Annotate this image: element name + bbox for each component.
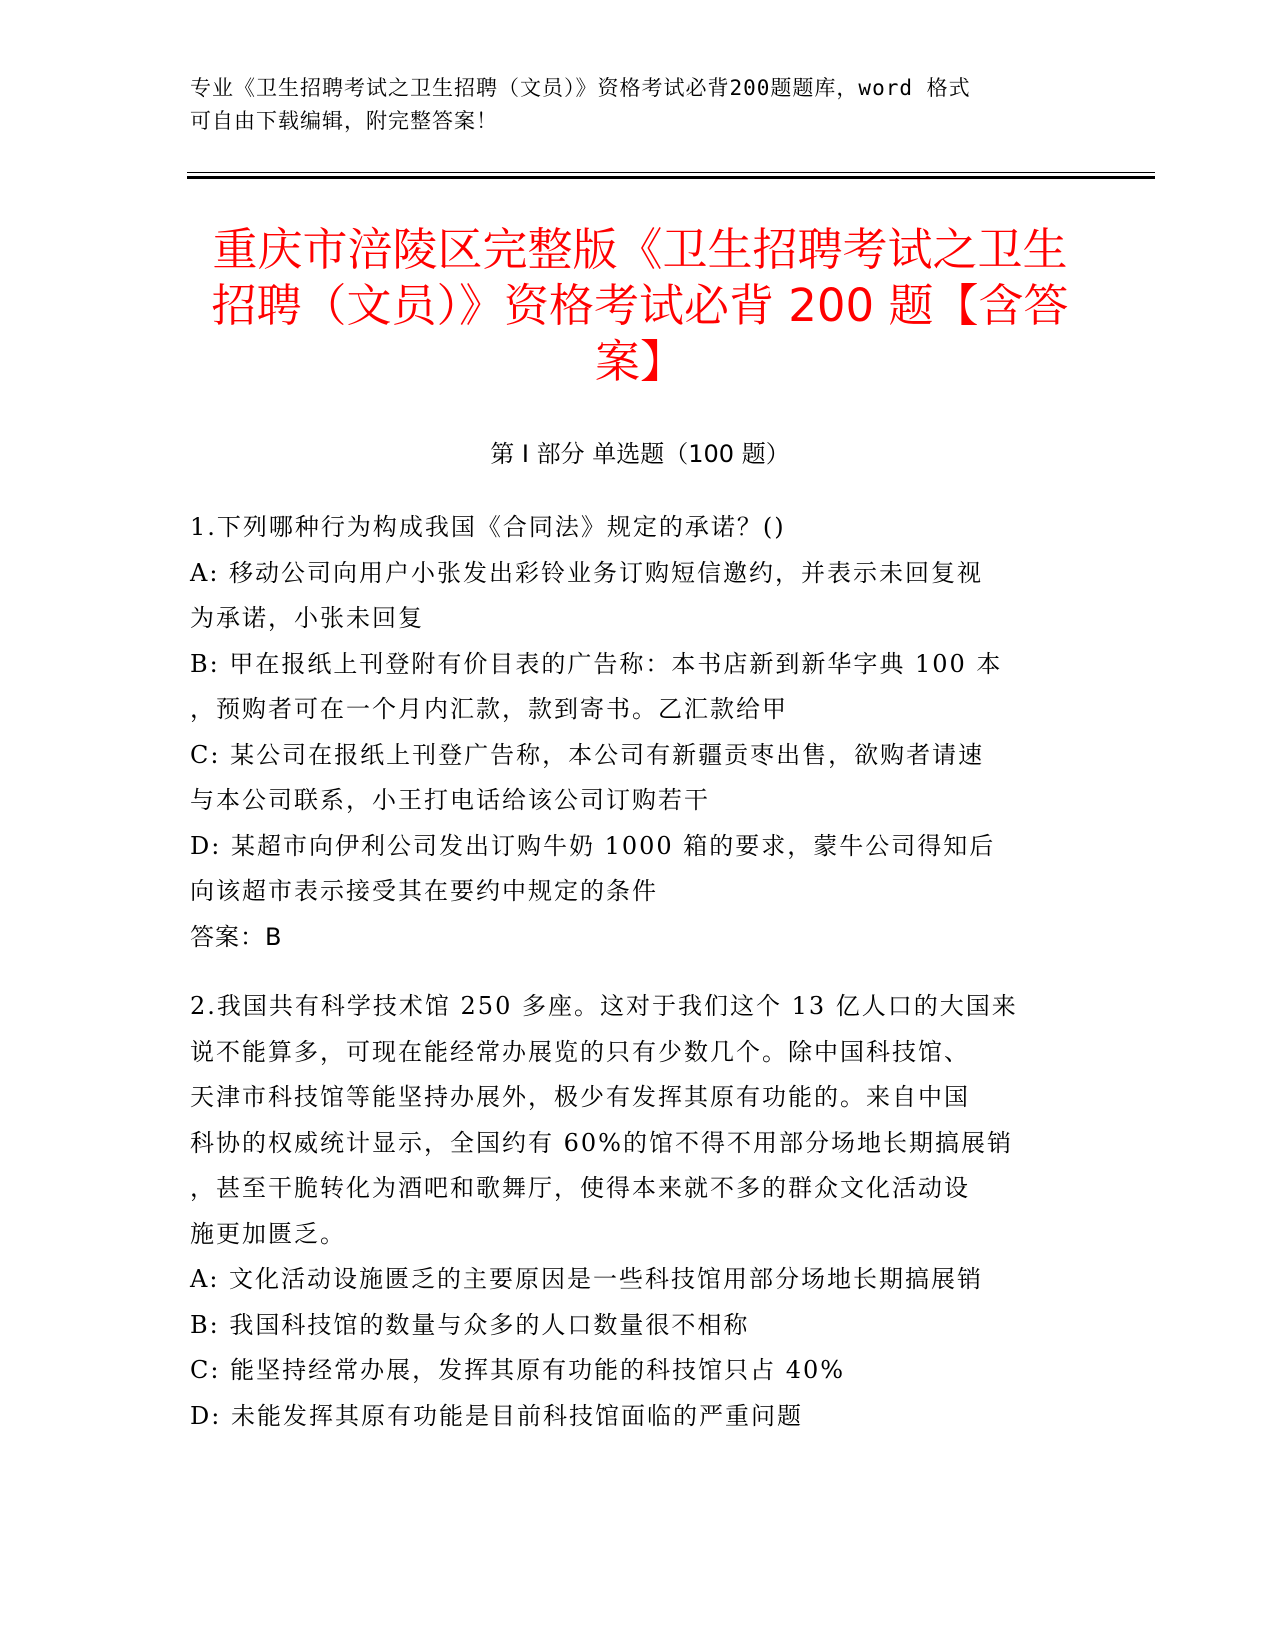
header-note-line-1: 专业《卫生招聘考试之卫生招聘（文员）》资格考试必背200题题库，word 格式: [190, 76, 971, 100]
header-note: [190, 72, 1090, 138]
option-d-line-2: 向该超市表示接受其在要约中规定的条件: [190, 877, 658, 905]
option-d-line-1: D: 未能发挥其原有功能是目前科技馆面临的严重问题: [190, 1401, 803, 1430]
title-line-3: 案】: [594, 335, 685, 388]
option-b-line-1: B: 我国科技馆的数量与众多的人口数量很不相称: [190, 1310, 750, 1339]
answer-text: 答案：B: [190, 922, 283, 951]
question-text-line: 科协的权威统计显示，全国约有 60%的馆不得不用部分场地长期搞展销: [190, 1128, 1013, 1157]
header-rule-thin: [187, 172, 1155, 173]
option-d-line-1: D: 某超市向伊利公司发出订购牛奶 1000 箱的要求，蒙牛公司得知后: [190, 831, 996, 860]
option-a-line-1: A: 移动公司向用户小张发出彩铃业务订购短信邀约，并表示未回复视: [190, 558, 984, 587]
option-c-line-1: C: 能坚持经常办展，发挥其原有功能的科技馆只占 40%: [190, 1356, 846, 1384]
title-line-1: 重庆市涪陵区完整版《卫生招聘考试之卫生: [212, 223, 1068, 276]
header-rule-thick: [187, 176, 1155, 179]
option-c-line-1: C: 某公司在报纸上刊登广告称，本公司有新疆贡枣出售，欲购者请速: [190, 740, 985, 769]
option-b-line-1: B: 甲在报纸上刊登附有价目表的广告称：本书店新到新华字典 100 本: [190, 649, 1003, 678]
question-text-line: 1.下列哪种行为构成我国《合同法》规定的承诺？(): [190, 513, 786, 541]
option-c-line-2: 与本公司联系，小王打电话给该公司订购若干: [190, 786, 710, 814]
title-line-2: 招聘（文员）》资格考试必背 200 题【含答: [211, 279, 1069, 332]
document-title: [180, 222, 1100, 390]
question-2: [190, 984, 1090, 1439]
question-text-line: 2.我国共有科学技术馆 250 多座。这对于我们这个 13 亿人口的大国来: [190, 992, 1018, 1020]
section-heading: 第 I 部分 单选题（100 题）: [490, 440, 790, 468]
question-text-line: 施更加匮乏。: [190, 1219, 346, 1248]
option-a-line-1: A: 文化活动设施匮乏的主要原因是一些科技馆用部分场地长期搞展销: [190, 1265, 984, 1293]
question-text-line: 天津市科技馆等能坚持办展外，极少有发挥其原有功能的。来自中国: [190, 1083, 970, 1111]
question-1: [190, 505, 1090, 960]
question-text-line: ，甚至干脆转化为酒吧和歌舞厅，使得本来就不多的群众文化活动设: [190, 1174, 970, 1202]
option-a-line-2: 为承诺，小张未回复: [190, 604, 424, 632]
question-text-line: 说不能算多，可现在能经常办展览的只有少数几个。除中国科技馆、: [190, 1037, 970, 1066]
header-note-line-2: 可自由下载编辑，附完整答案！: [190, 109, 498, 133]
option-b-line-2: ，预购者可在一个月内汇款，款到寄书。乙汇款给甲: [190, 695, 788, 723]
